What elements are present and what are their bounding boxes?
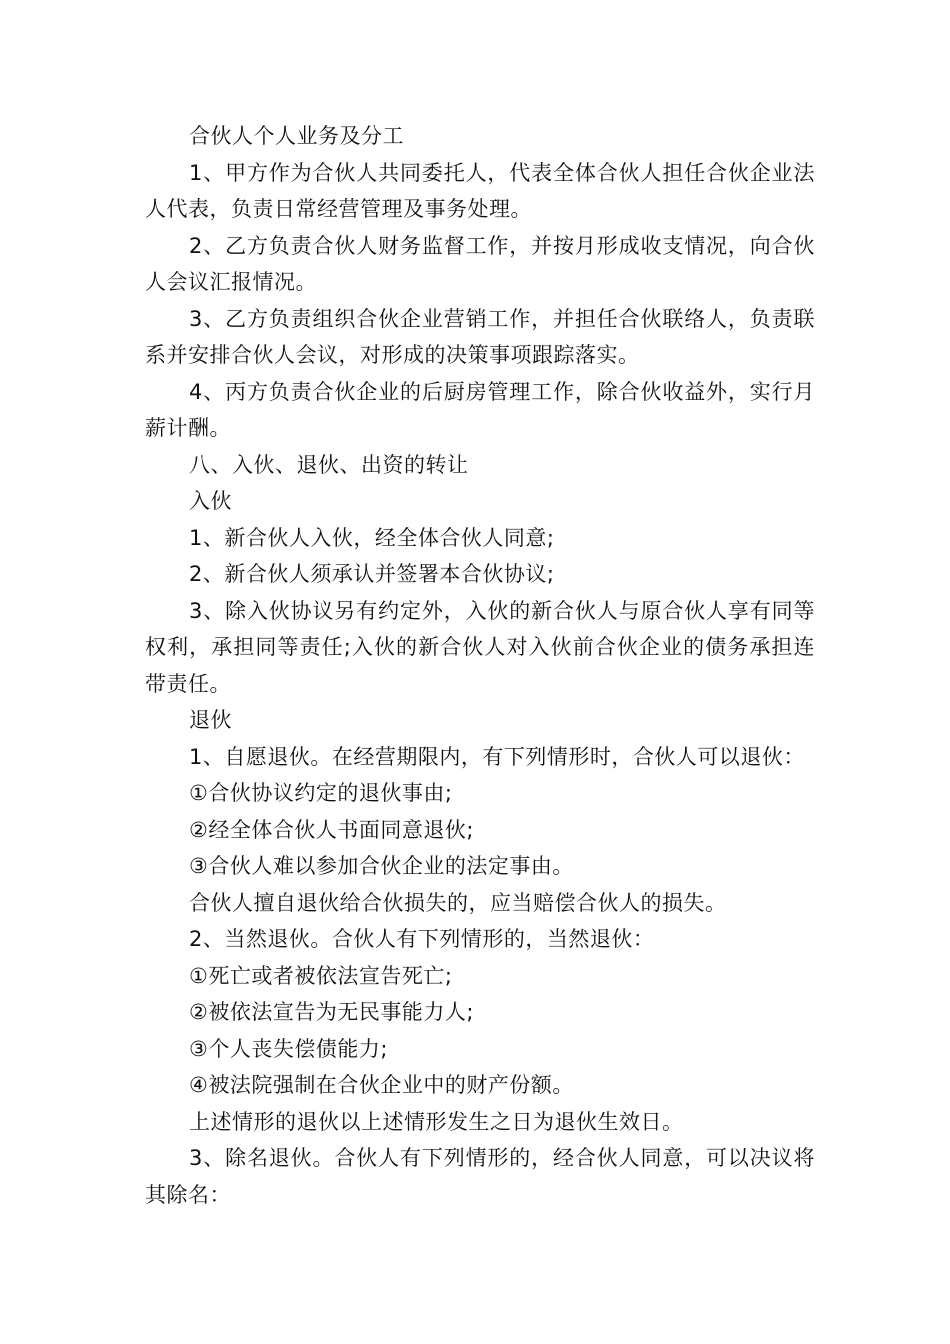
admission-item-2: 2、新合伙人须承认并签署本合伙协议; [189,562,555,586]
withdrawal-voluntary-case-1: ①合伙协议约定的退伙事由; [189,781,453,805]
withdrawal-effective-date: 上述情形的退伙以上述情形发生之日为退伙生效日。 [189,1109,684,1134]
withdrawal-automatic-case-2: ②被依法宣告为无民事能力人; [189,1000,474,1024]
section-title-partner-duties: 合伙人个人业务及分工 [189,124,404,148]
paragraph-party-a-duty: 1、甲方作为合伙人共同委托人，代表全体合伙人担任合伙企业法人代表，负责日常经营管理及事务处理。 [145,160,815,221]
withdrawal-automatic-case-3: ③个人丧失偿债能力; [189,1036,388,1061]
withdrawal-voluntary-case-3: ③合伙人难以参加合伙企业的法定事由。 [189,854,574,878]
section-title-admission-withdrawal: 八、入伙、退伙、出资的转让 [189,452,469,477]
document-body [145,118,815,1213]
admission-item-1: 1、新合伙人入伙，经全体合伙人同意; [189,525,555,550]
admission-item-3: 3、除入伙协议另有约定外，入伙的新合伙人与原合伙人享有同等权利，承担同等责任;入伙的新合伙人对入伙前合伙企业的债务承担连带责任。 [145,598,815,696]
paragraph-party-b-finance: 2、乙方负责合伙人财务监督工作，并按月形成收支情况，向合伙人会议汇报情况。 [145,233,815,294]
paragraph-party-b-marketing: 3、乙方负责组织合伙企业营销工作，并担任合伙联络人，负责联系并安排合伙人会议，对形成的决策事项跟踪落实。 [145,306,815,367]
withdrawal-voluntary: 1、自愿退伙。在经营期限内，有下列情形时，合伙人可以退伙： [189,744,805,769]
paragraph-party-c-kitchen: 4、丙方负责合伙企业的后厨房管理工作，除合伙收益外，实行月薪计酬。 [145,379,815,440]
withdrawal-automatic-case-4: ④被法院强制在合伙企业中的财产份额。 [189,1073,574,1097]
withdrawal-expulsion: 3、除名退伙。合伙人有下列情形的，经合伙人同意，可以决议将其除名： [145,1146,815,1207]
withdrawal-compensation: 合伙人擅自退伙给合伙损失的，应当赔偿合伙人的损失。 [189,890,727,915]
withdrawal-automatic-case-1: ①死亡或者被依法宣告死亡; [189,963,453,988]
subheading-withdrawal: 退伙 [189,708,232,732]
withdrawal-automatic: 2、当然退伙。合伙人有下列情形的，当然退伙： [189,927,655,951]
subheading-admission: 入伙 [189,489,232,513]
withdrawal-voluntary-case-2: ②经全体合伙人书面同意退伙; [189,817,474,842]
